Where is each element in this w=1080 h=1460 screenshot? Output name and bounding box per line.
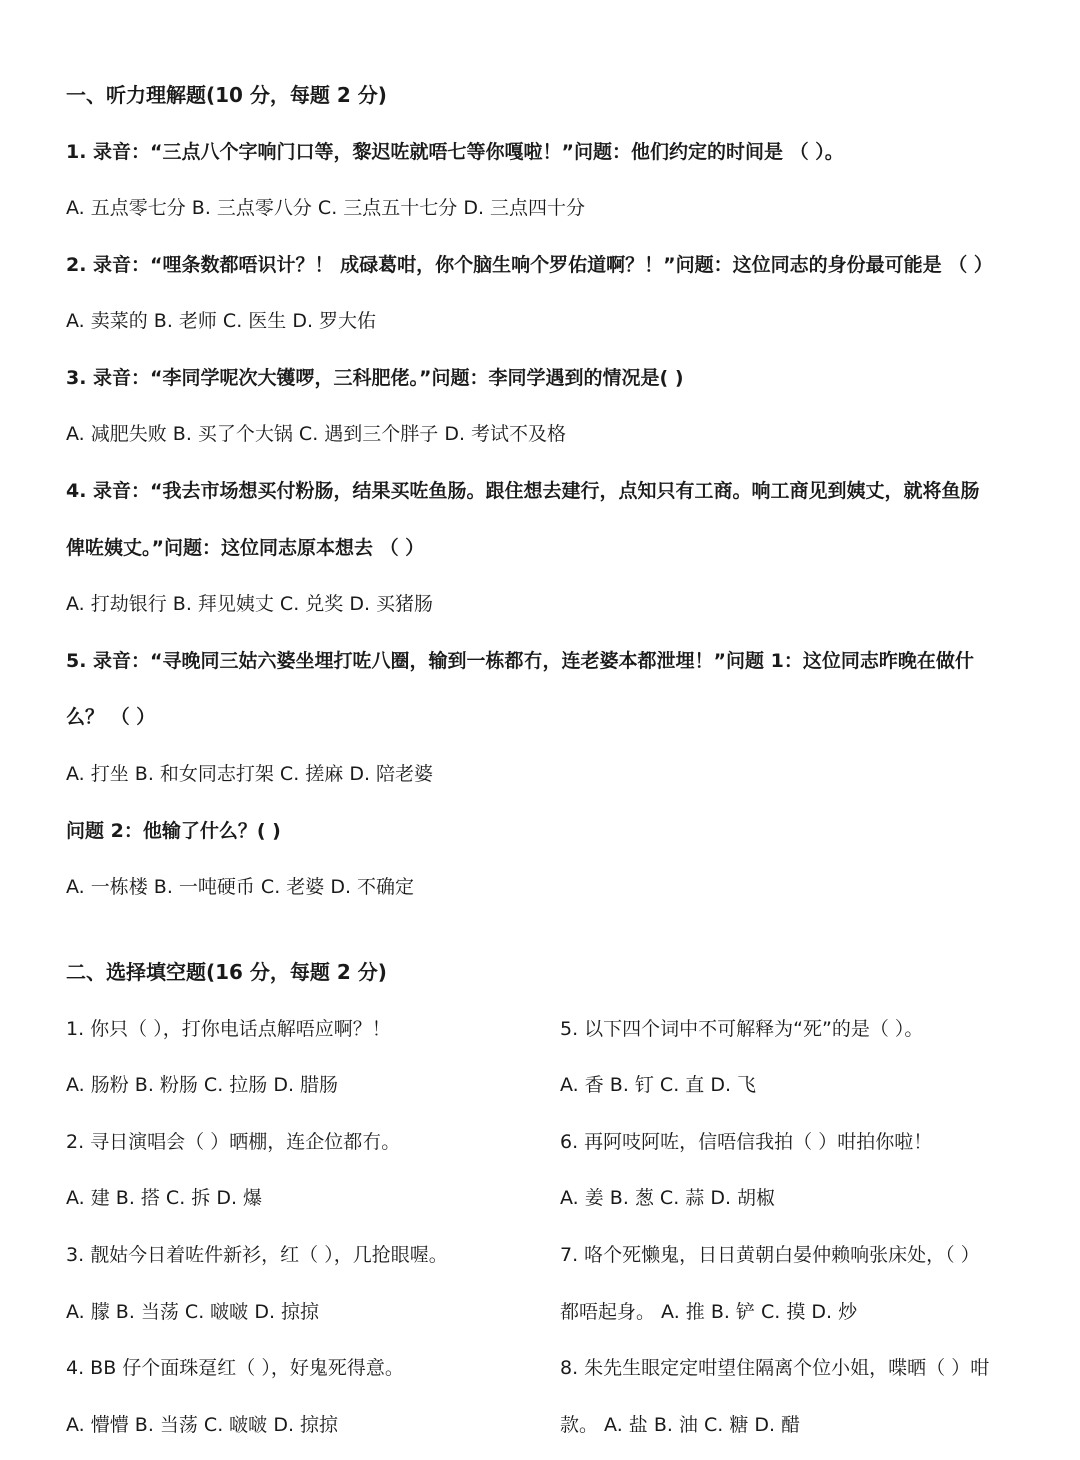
s2-q2-options: A. 建 B. 搭 C. 拆 D. 爆 [66, 1187, 263, 1209]
s2-q4: 4. BB 仔个面珠趸红（ ），好鬼死得意。 [66, 1357, 404, 1379]
q3-question: 3. 录音：“李同学呢次大镬啰，三科肥佬。”问题：李同学遇到的情况是( ) [66, 367, 684, 389]
s2-q4-options: A. 懵懵 B. 当荡 C. 啵啵 D. 掠掠 [66, 1414, 339, 1436]
q5-options: A. 打坐 B. 和女同志打架 C. 搓麻 D. 陪老婆 [66, 763, 434, 785]
q1-options: A. 五点零七分 B. 三点零八分 C. 三点五十七分 D. 三点四十分 [66, 197, 586, 219]
section2-title: 二、选择填空题(16 分，每题 2 分) [66, 960, 387, 984]
s2-q1: 1. 你只（ ），打你电话点解唔应啊？！ [66, 1018, 391, 1040]
section1-title: 一、听力理解题(10 分，每题 2 分) [66, 83, 387, 107]
q5-question-line1: 5. 录音：“寻晚同三姑六婆坐埋打咗八圈，输到一栋都冇，连老婆本都泄埋！”问题 1：这位同志昨晚在做什 [66, 650, 974, 672]
q2-options: A. 卖菜的 B. 老师 C. 医生 D. 罗大佑 [66, 310, 377, 332]
q4-options: A. 打劫银行 B. 拜见姨丈 C. 兑奖 D. 买猪肠 [66, 593, 434, 615]
s2-q2: 2. 寻日演唱会（ ）晒棚，连企位都冇。 [66, 1131, 401, 1153]
s2-q3: 3. 靓姑今日着咗件新衫，红（ ），几抢眼喔。 [66, 1244, 448, 1266]
s2-q5-options: A. 香 B. 钉 C. 直 D. 飞 [560, 1074, 757, 1096]
s2-q6: 6. 再阿吱阿咗，信唔信我拍（ ）咁拍你啦！ [560, 1131, 933, 1153]
q5-question2: 问题 2：他输了什么？( ) [66, 820, 281, 842]
s2-q8-line2: 款。 A. 盐 B. 油 C. 糖 D. 醋 [560, 1414, 801, 1436]
s2-q6-options: A. 姜 B. 葱 C. 蒜 D. 胡椒 [560, 1187, 776, 1209]
q5-question-line2: 么？ （ ） [66, 706, 156, 728]
q2-question: 2. 录音：“哩条数都唔识计？！ 成碌葛咁，你个脑生响个罗佑道啊？！”问题：这位同志的身份最可能是 （ ） [66, 254, 993, 276]
q4-question-line1: 4. 录音：“我去市场想买付粉肠，结果买咗鱼肠。跟住想去建行，点知只有工商。响工商见到姨丈，就将鱼肠 [66, 480, 980, 502]
s2-q7-line2: 都唔起身。 A. 推 B. 铲 C. 摸 D. 炒 [560, 1301, 858, 1323]
q5-options2: A. 一栋楼 B. 一吨硬币 C. 老婆 D. 不确定 [66, 876, 415, 898]
s2-q8-line1: 8. 朱先生眼定定咁望住隔离个位小姐，喋晒（ ）咁 [560, 1357, 990, 1379]
q1-question: 1. 录音：“三点八个字响门口等，黎迟咗就唔七等你嘎啦！”问题：他们约定的时间是 （ ）。 [66, 141, 844, 163]
q4-question-line2: 俾咗姨丈。”问题：这位同志原本想去 （ ） [66, 537, 425, 559]
s2-q7-line1: 7. 咯个死懒鬼，日日黄朝白晏仲赖响张床处，（ ） [560, 1244, 980, 1266]
s2-q5: 5. 以下四个词中不可解释为“死”的是（ ）。 [560, 1018, 924, 1040]
s2-q3-options: A. 朦 B. 当荡 C. 啵啵 D. 掠掠 [66, 1301, 320, 1323]
s2-q1-options: A. 肠粉 B. 粉肠 C. 拉肠 D. 腊肠 [66, 1074, 339, 1096]
q3-options: A. 减肥失败 B. 买了个大锅 C. 遇到三个胖子 D. 考试不及格 [66, 423, 567, 445]
